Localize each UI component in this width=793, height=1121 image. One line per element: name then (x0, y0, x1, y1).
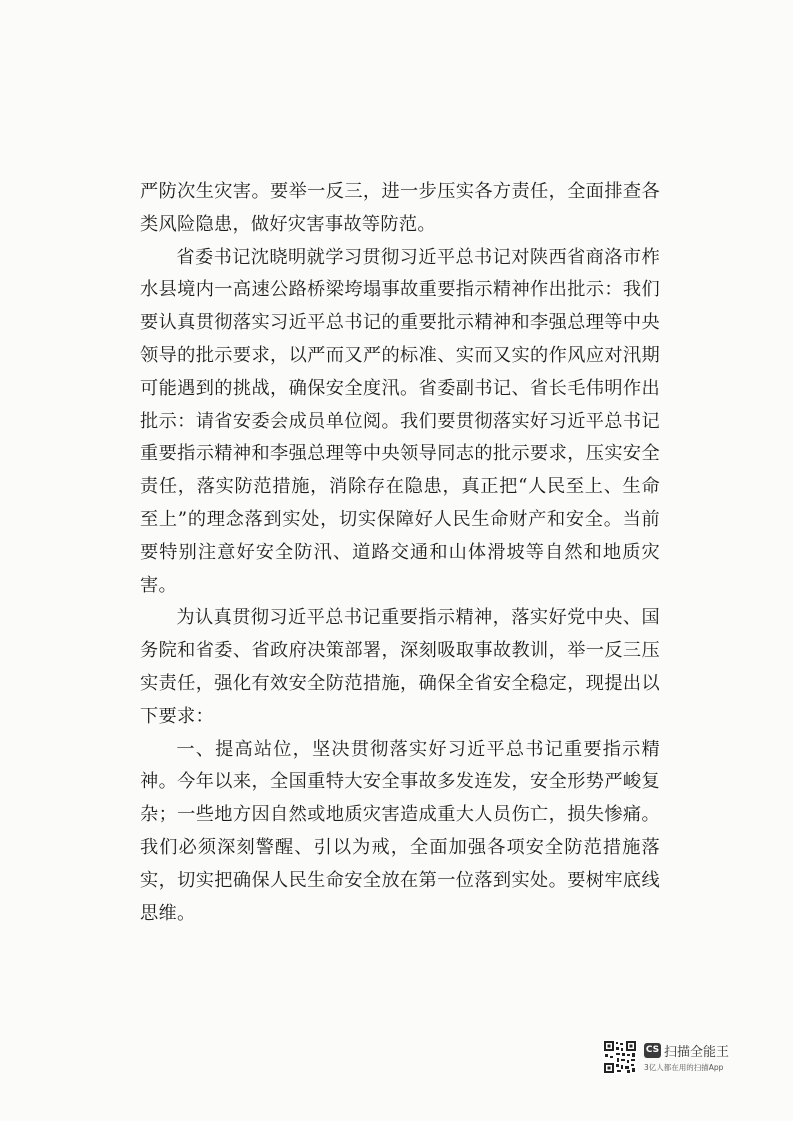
scanner-watermark (603, 1040, 753, 1080)
paragraph-continuation: 严防次生灾害。要举一反三，进一步压实各方责任，全面排查各类风险隐患，做好灾害事故等防范。 (140, 181, 660, 235)
scanner-tagline: 3亿人都在用的扫描App (644, 1063, 724, 1072)
paragraph-requirements-intro: 为认真贯彻习近平总书记重要指示精神，落实好党中央、国务院和省委、省政府决策部署，深刻吸取事故教训，举一反三压实责任，强化有效安全防范措施，确保全省安全稳定，现提出以下要求： (140, 607, 660, 727)
scanner-brand-name: 扫描全能王 (664, 1045, 730, 1060)
paragraph-provincial-instructions: 省委书记沈晓明就学习贯彻习近平总书记对陕西省商洛市柞水县境内一高速公路桥梁垮塌事故重要指示精神作出批示：我们要认真贯彻落实习近平总书记的重要批示精神和李强总理等中央领导的批示要求，以严而又严的标准、实而又实的作风应对汛期可能遇到的挑战，确保安全度汛。省委副书记、省长毛伟明作出批示：请省安委会成员单位阅。我们要贯彻落实好习近平总书记重要指示精神和李强总理等中央领导同志的批示要求，压实安全责任，落实防范措施，消除存在隐患，真正把“人民至上、生命至上”的理念落到实处，切实保障好人民生命财产和安全。当前要特别注意好安全防汛、道路交通和山体滑坡等自然和地质灾害。 (140, 246, 660, 596)
qr-code-icon (603, 1040, 637, 1074)
document-body (140, 176, 660, 930)
scanner-logo: CS (644, 1043, 661, 1058)
paragraph-requirement-one: 一、提高站位，坚决贯彻落实好习近平总书记重要指示精神。今年以来，全国重特大安全事故多发连发，安全形势严峻复杂；一些地方因自然或地质灾害造成重大人员伤亡，损失惨痛。我们必须深刻警醒、引以为戒，全面加强各项安全防范措施落实，切实把确保人民生命安全放在第一位落到实处。要树牢底线思维。 (140, 738, 660, 924)
